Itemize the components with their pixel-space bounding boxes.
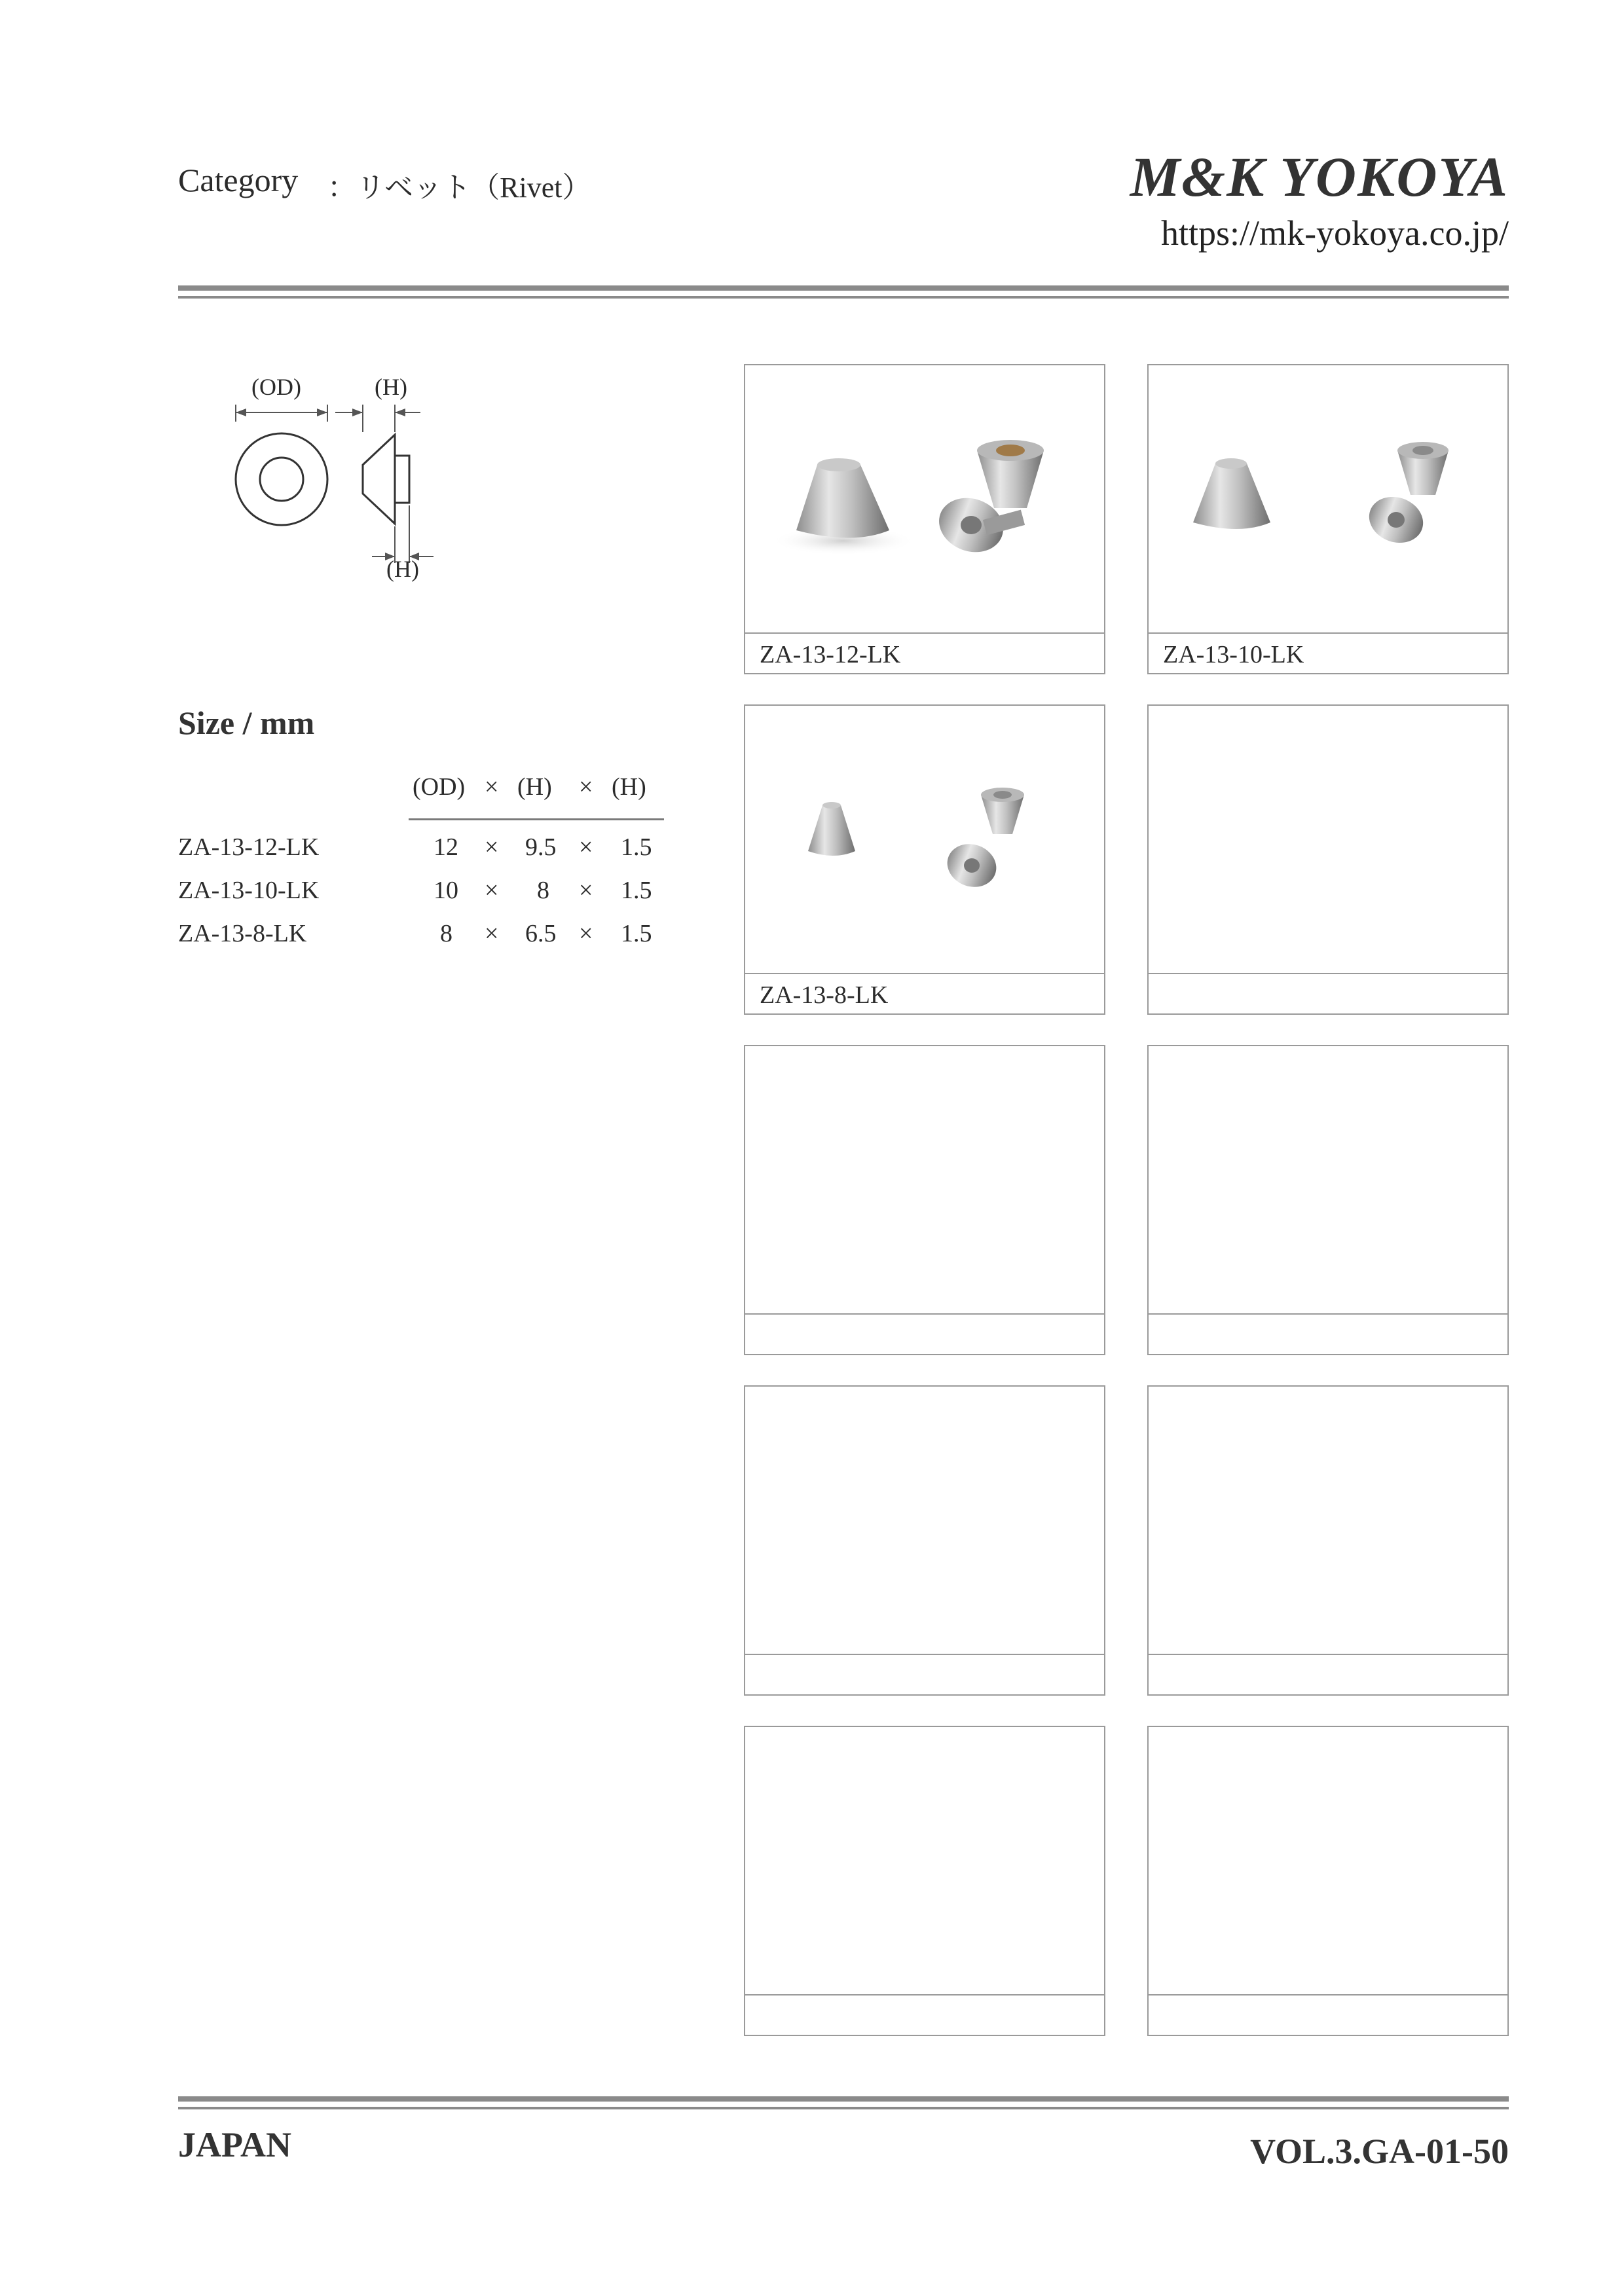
product-card-empty	[1147, 1045, 1509, 1355]
footer-country: JAPAN	[178, 2125, 291, 2164]
row-od: 12	[434, 833, 458, 861]
product-photo-empty	[745, 1046, 1104, 1313]
row-h2: 1.5	[621, 920, 652, 947]
product-photo-empty	[1149, 706, 1507, 973]
rivet-drawing	[178, 367, 479, 602]
caption-bar	[1149, 973, 1507, 1015]
product-card[interactable]	[1147, 364, 1509, 674]
product-photo	[1149, 365, 1507, 632]
product-photo-empty	[1149, 1046, 1507, 1313]
product-photo-empty	[745, 1727, 1104, 1994]
header-rule-bottom	[178, 296, 1509, 299]
row-times-2: ×	[579, 920, 593, 947]
category-value: ：リベット（Rivet）	[327, 172, 591, 204]
row-times-2: ×	[579, 877, 593, 904]
product-card-empty	[1147, 704, 1509, 1015]
footer-rule-bottom	[178, 2107, 1509, 2109]
product-photo-empty	[1149, 1727, 1507, 1994]
row-times-2: ×	[579, 833, 593, 861]
product-photo	[745, 706, 1104, 973]
header-h2: (H)	[612, 773, 646, 801]
dimension-diagram	[178, 367, 479, 602]
product-card[interactable]	[744, 364, 1105, 674]
row-h1: 8	[537, 877, 549, 904]
row-times-1: ×	[485, 877, 499, 904]
caption-bar	[1149, 632, 1507, 674]
caption-bar	[1149, 1313, 1507, 1355]
product-card-empty	[1147, 1726, 1509, 2036]
row-code: ZA-13-12-LK	[178, 833, 320, 861]
row-h2: 1.5	[621, 833, 652, 861]
category-label: Category	[178, 162, 299, 198]
product-code: ZA-13-12-LK	[760, 641, 901, 668]
caption-bar	[745, 1654, 1104, 1696]
footer-volume-code: VOL.3.GA-01-50	[1250, 2132, 1509, 2171]
product-card[interactable]	[744, 704, 1105, 1015]
row-h1: 9.5	[525, 833, 557, 861]
header-times-2: ×	[579, 773, 593, 801]
website-url[interactable]: https://mk-yokoya.co.jp/	[1161, 213, 1509, 253]
product-code: ZA-13-8-LK	[760, 981, 889, 1009]
product-photo-empty	[745, 1387, 1104, 1654]
product-card-empty	[744, 1726, 1105, 2036]
caption-bar	[1149, 1654, 1507, 1696]
product-card-empty	[744, 1385, 1105, 1696]
row-h1: 6.5	[525, 920, 557, 947]
caption-bar	[745, 632, 1104, 674]
table-header-divider	[409, 818, 664, 820]
caption-bar	[745, 973, 1104, 1015]
product-card-empty	[744, 1045, 1105, 1355]
row-code: ZA-13-10-LK	[178, 877, 320, 904]
row-h2: 1.5	[621, 877, 652, 904]
header-times-1: ×	[485, 773, 499, 801]
product-photo-empty	[1149, 1387, 1507, 1654]
header-od: (OD)	[413, 773, 466, 801]
row-od: 10	[434, 877, 458, 904]
product-photo	[745, 365, 1104, 632]
header-rule-top	[178, 285, 1509, 291]
od-label: (OD)	[251, 374, 301, 400]
caption-bar	[745, 1313, 1104, 1355]
row-times-1: ×	[485, 833, 499, 861]
row-od: 8	[440, 920, 452, 947]
brand-name: M&K YOKOYA	[1130, 145, 1509, 208]
caption-bar	[1149, 1994, 1507, 2036]
row-code: ZA-13-8-LK	[178, 920, 307, 947]
caption-bar	[745, 1994, 1104, 2036]
h-label-bottom: (H)	[386, 556, 419, 582]
row-times-1: ×	[485, 920, 499, 947]
product-code: ZA-13-10-LK	[1163, 641, 1304, 668]
size-title: Size / mm	[178, 704, 315, 741]
product-card-empty	[1147, 1385, 1509, 1696]
header-h1: (H)	[517, 773, 552, 801]
footer-rule-top	[178, 2096, 1509, 2102]
h-label-top: (H)	[375, 374, 407, 400]
